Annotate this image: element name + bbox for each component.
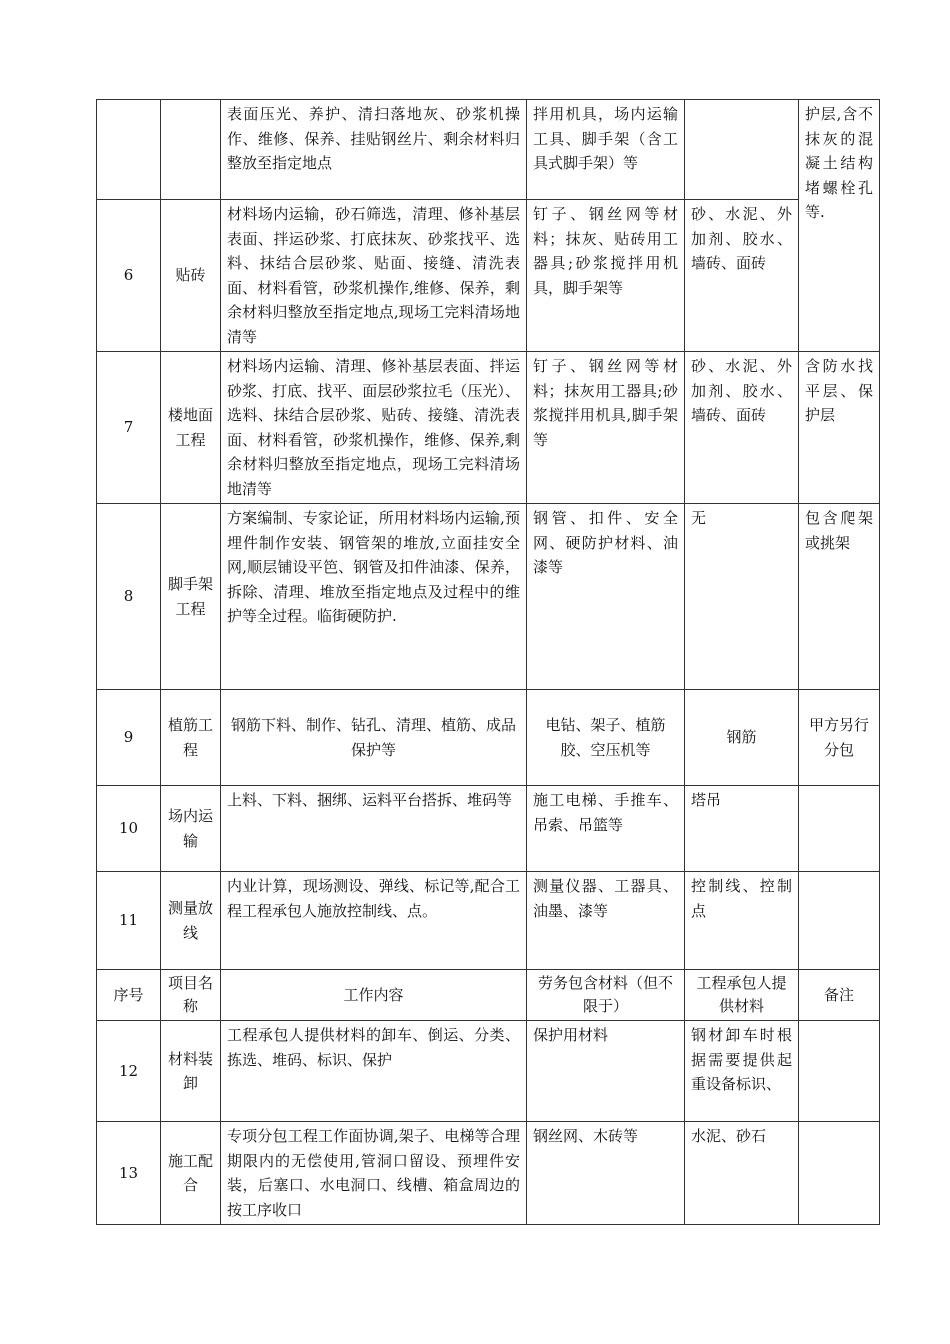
row-seq: 12 [97,1021,161,1122]
row-content: 材料场内运输，砂石筛选，清理、修补基层表面、拌运砂浆、打底抹灰、砂浆找平、选料、抹结合层砂浆、贴面、接缝、清洗表面、材料看管，砂浆机操作,维修、保养，剩余材料归整放至指定地点,现场工完料清场地清等 [221,200,527,352]
row-name: 贴砖 [161,200,221,352]
row-seq: 8 [97,504,161,690]
header-content: 工作内容 [221,970,527,1021]
row-contractor-materials: 塔吊 [685,786,799,872]
row-contractor-materials: 钢筋 [685,690,799,786]
table-row [97,1122,880,1225]
row-labor-materials: 测量仪器、工器具、油墨、漆等 [527,872,685,970]
table-header-row [97,970,880,1021]
row-labor-materials: 电钻、架子、植筋胶、空压机等 [527,690,685,786]
row-labor-materials: 钉子、钢丝网等材料；抹灰用工器具;砂浆搅拌用机具,脚手架等 [527,352,685,504]
work-scope-table [96,99,889,1225]
row-remark: 包含爬架或挑架 [799,504,880,690]
row-name: 材料装卸 [161,1021,221,1122]
row-name: 楼地面工程 [161,352,221,504]
row-contractor-materials: 钢材卸车时根据需要提供起重设备标识、 [685,1021,799,1122]
row-name: 脚手架工程 [161,504,221,690]
row-labor-materials: 钢丝网、木砖等 [527,1122,685,1225]
row-remark [799,786,880,872]
header-labor-materials: 劳务包含材料（但不限于） [527,970,685,1021]
row-content: 工程承包人提供材料的卸车、倒运、分类、拣选、堆码、标识、保护 [221,1021,527,1122]
row-contractor-materials: 控制线、控制点 [685,872,799,970]
row-contractor-materials: 砂、水泥、外加剂、胶水、墙砖、面砖 [685,200,799,352]
header-seq: 序号 [97,970,161,1021]
row-content: 表面压光、养护、清扫落地灰、砂浆机操作、维修、保养、挂贴钢丝片、剩余材料归整放至指定地点 [221,100,527,200]
table-row [97,100,880,200]
table-row [97,690,880,786]
row-labor-materials: 钉子、钢丝网等材料；抹灰、贴砖用工器具;砂浆搅拌用机具，脚手架等 [527,200,685,352]
row-content: 钢筋下料、制作、钻孔、清理、植筋、成品保护等 [221,690,527,786]
row-contractor-materials: 无 [685,504,799,690]
row-name: 测量放线 [161,872,221,970]
row-remark [799,1122,880,1225]
table-row [97,872,880,970]
row-name [161,100,221,200]
row-seq: 13 [97,1122,161,1225]
row-remark [799,1021,880,1122]
row-contractor-materials: 水泥、砂石 [685,1122,799,1225]
row-content: 内业计算，现场测设、弹线、标记等,配合工程工程承包人施放控制线、点。 [221,872,527,970]
header-remark: 备注 [799,970,880,1021]
row-contractor-materials [685,100,799,200]
row-labor-materials: 拌用机具，场内运输工具、脚手架（含工具式脚手架）等 [527,100,685,200]
row-labor-materials: 钢管、扣件、安全网、硬防护材料、油漆等 [527,504,685,690]
table-row [97,504,880,690]
row-contractor-materials: 砂、水泥、外加剂、胶水、墙砖、面砖 [685,352,799,504]
row-labor-materials: 保护用材料 [527,1021,685,1122]
header-contractor-materials: 工程承包人提供材料 [685,970,799,1021]
row-seq: 7 [97,352,161,504]
row-remark [799,872,880,970]
row-content: 材料场内运输、清理、修补基层表面、拌运砂浆、打底、找平、面层砂浆拉毛（压光）、选料、抹结合层砂浆、贴砖、接缝、清洗表面、材料看管，砂浆机操作，维修、保养,剩余材料归整放至指定地点，现场工完料清场地清等 [221,352,527,504]
row-seq: 9 [97,690,161,786]
row-remark: 护层,含不抹灰的混凝土结构堵螺栓孔等. [799,100,880,352]
header-name: 项目名称 [161,970,221,1021]
row-name: 施工配合 [161,1122,221,1225]
row-remark: 甲方另行分包 [799,690,880,786]
row-seq: 6 [97,200,161,352]
row-name: 植筋工程 [161,690,221,786]
row-content: 专项分包工程工作面协调,架子、电梯等合理期限内的无偿使用,管洞口留设、预埋件安装，后塞口、水电洞口、线槽、箱盒周边的按工序收口 [221,1122,527,1225]
row-seq: 11 [97,872,161,970]
row-content: 方案编制、专家论证，所用材料场内运输,预埋件制作安装、钢管架的堆放,立面挂安全网,顺层铺设平笆、钢管及扣件油漆、保养，拆除、清理、堆放至指定地点及过程中的维护等全过程。临街硬防护. [221,504,527,690]
table-row [97,352,880,504]
table-row [97,200,880,352]
row-seq [97,100,161,200]
table-row [97,1021,880,1122]
row-content: 上料、下料、捆绑、运料平台搭拆、堆码等 [221,786,527,872]
row-name: 场内运输 [161,786,221,872]
row-labor-materials: 施工电梯、手推车、吊索、吊篮等 [527,786,685,872]
row-remark: 含防水找 平层、保护层 [799,352,880,504]
table-row [97,786,880,872]
row-seq: 10 [97,786,161,872]
